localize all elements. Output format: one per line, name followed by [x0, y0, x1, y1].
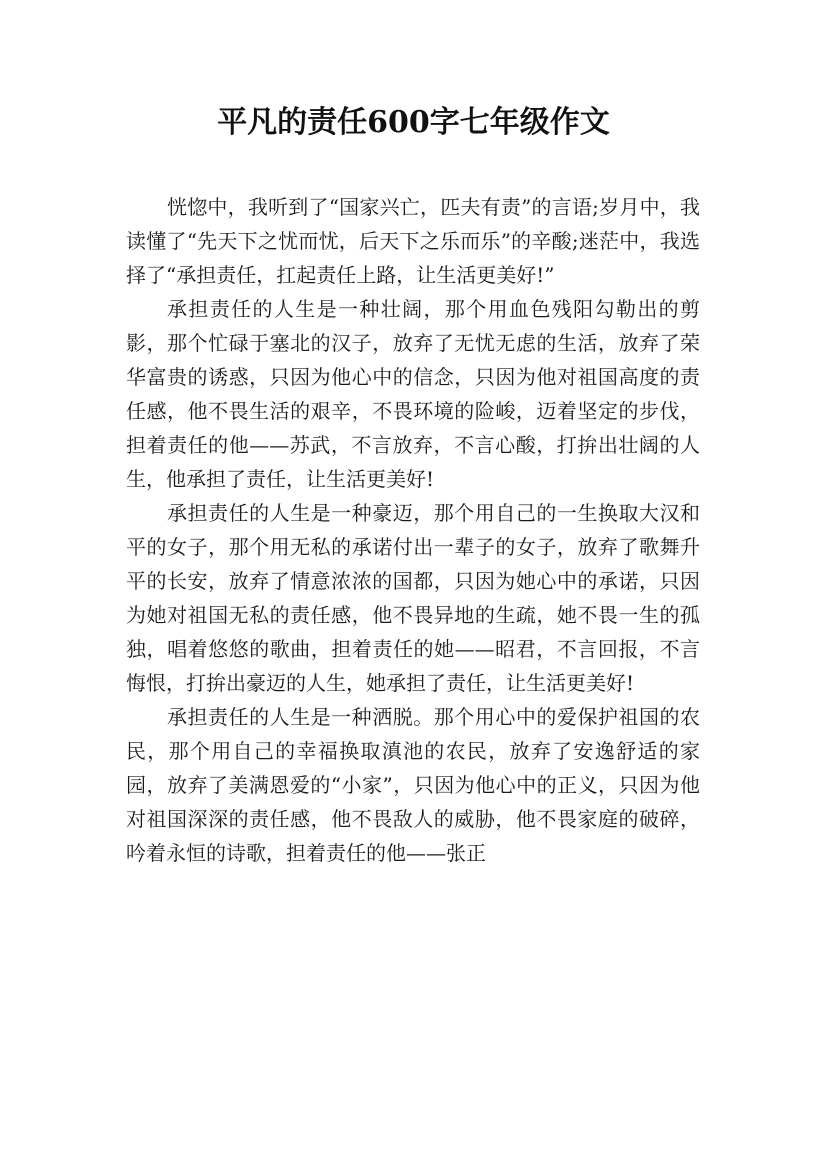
paragraph-2: 承担责任的人生是一种壮阔，那个用血色残阳勾勒出的剪影，那个忙碌于塞北的汉子，放弃了无忧无虑的生活，放弃了荣华富贵的诱惑，只因为他心中的信念，只因为他对祖国高度的责任感，他不畏生活的艰辛，不畏环境的险峻，迈着坚定的步伐，担着责任的他——苏武，不言放弃，不言心酸，打拚出壮阔的人生，他承担了责任，让生活更美好!: [126, 297, 700, 491]
paragraph-4: 承担责任的人生是一种洒脱。那个用心中的爱保护祖国的农民，那个用自己的幸福换取滇池的农民，放弃了安逸舒适的家园，放弃了美满恩爱的“小家”，只因为他心中的正义，只因为他对祖国深深的责任感，他不畏敌人的威胁，他不畏家庭的破碎，吟着永恒的诗歌，担着责任的他——张正: [126, 705, 700, 865]
paragraph-1: 恍惚中，我听到了“国家兴亡，匹夫有责”的言语;岁月中，我读懂了“先天下之忧而忧，后天下之乐而乐”的辛酸;迷茫中，我选择了“承担责任，扛起责任上路，让生活更美好!”: [126, 195, 700, 287]
document-body: [126, 190, 700, 870]
document-title: 平凡的责任600字七年级作文: [217, 105, 610, 140]
paragraph-3: 承担责任的人生是一种豪迈，那个用自己的一生换取大汉和平的女子，那个用无私的承诺付出一辈子的女子，放弃了歌舞升平的长安，放弃了情意浓浓的国都，只因为她心中的承诺，只因为她对祖国无私的责任感，他不畏异地的生疏，她不畏一生的孤独，唱着悠悠的歌曲，担着责任的她——昭君，不言回报，不言悔恨，打拚出豪迈的人生，她承担了责任，让生活更美好!: [126, 501, 700, 695]
